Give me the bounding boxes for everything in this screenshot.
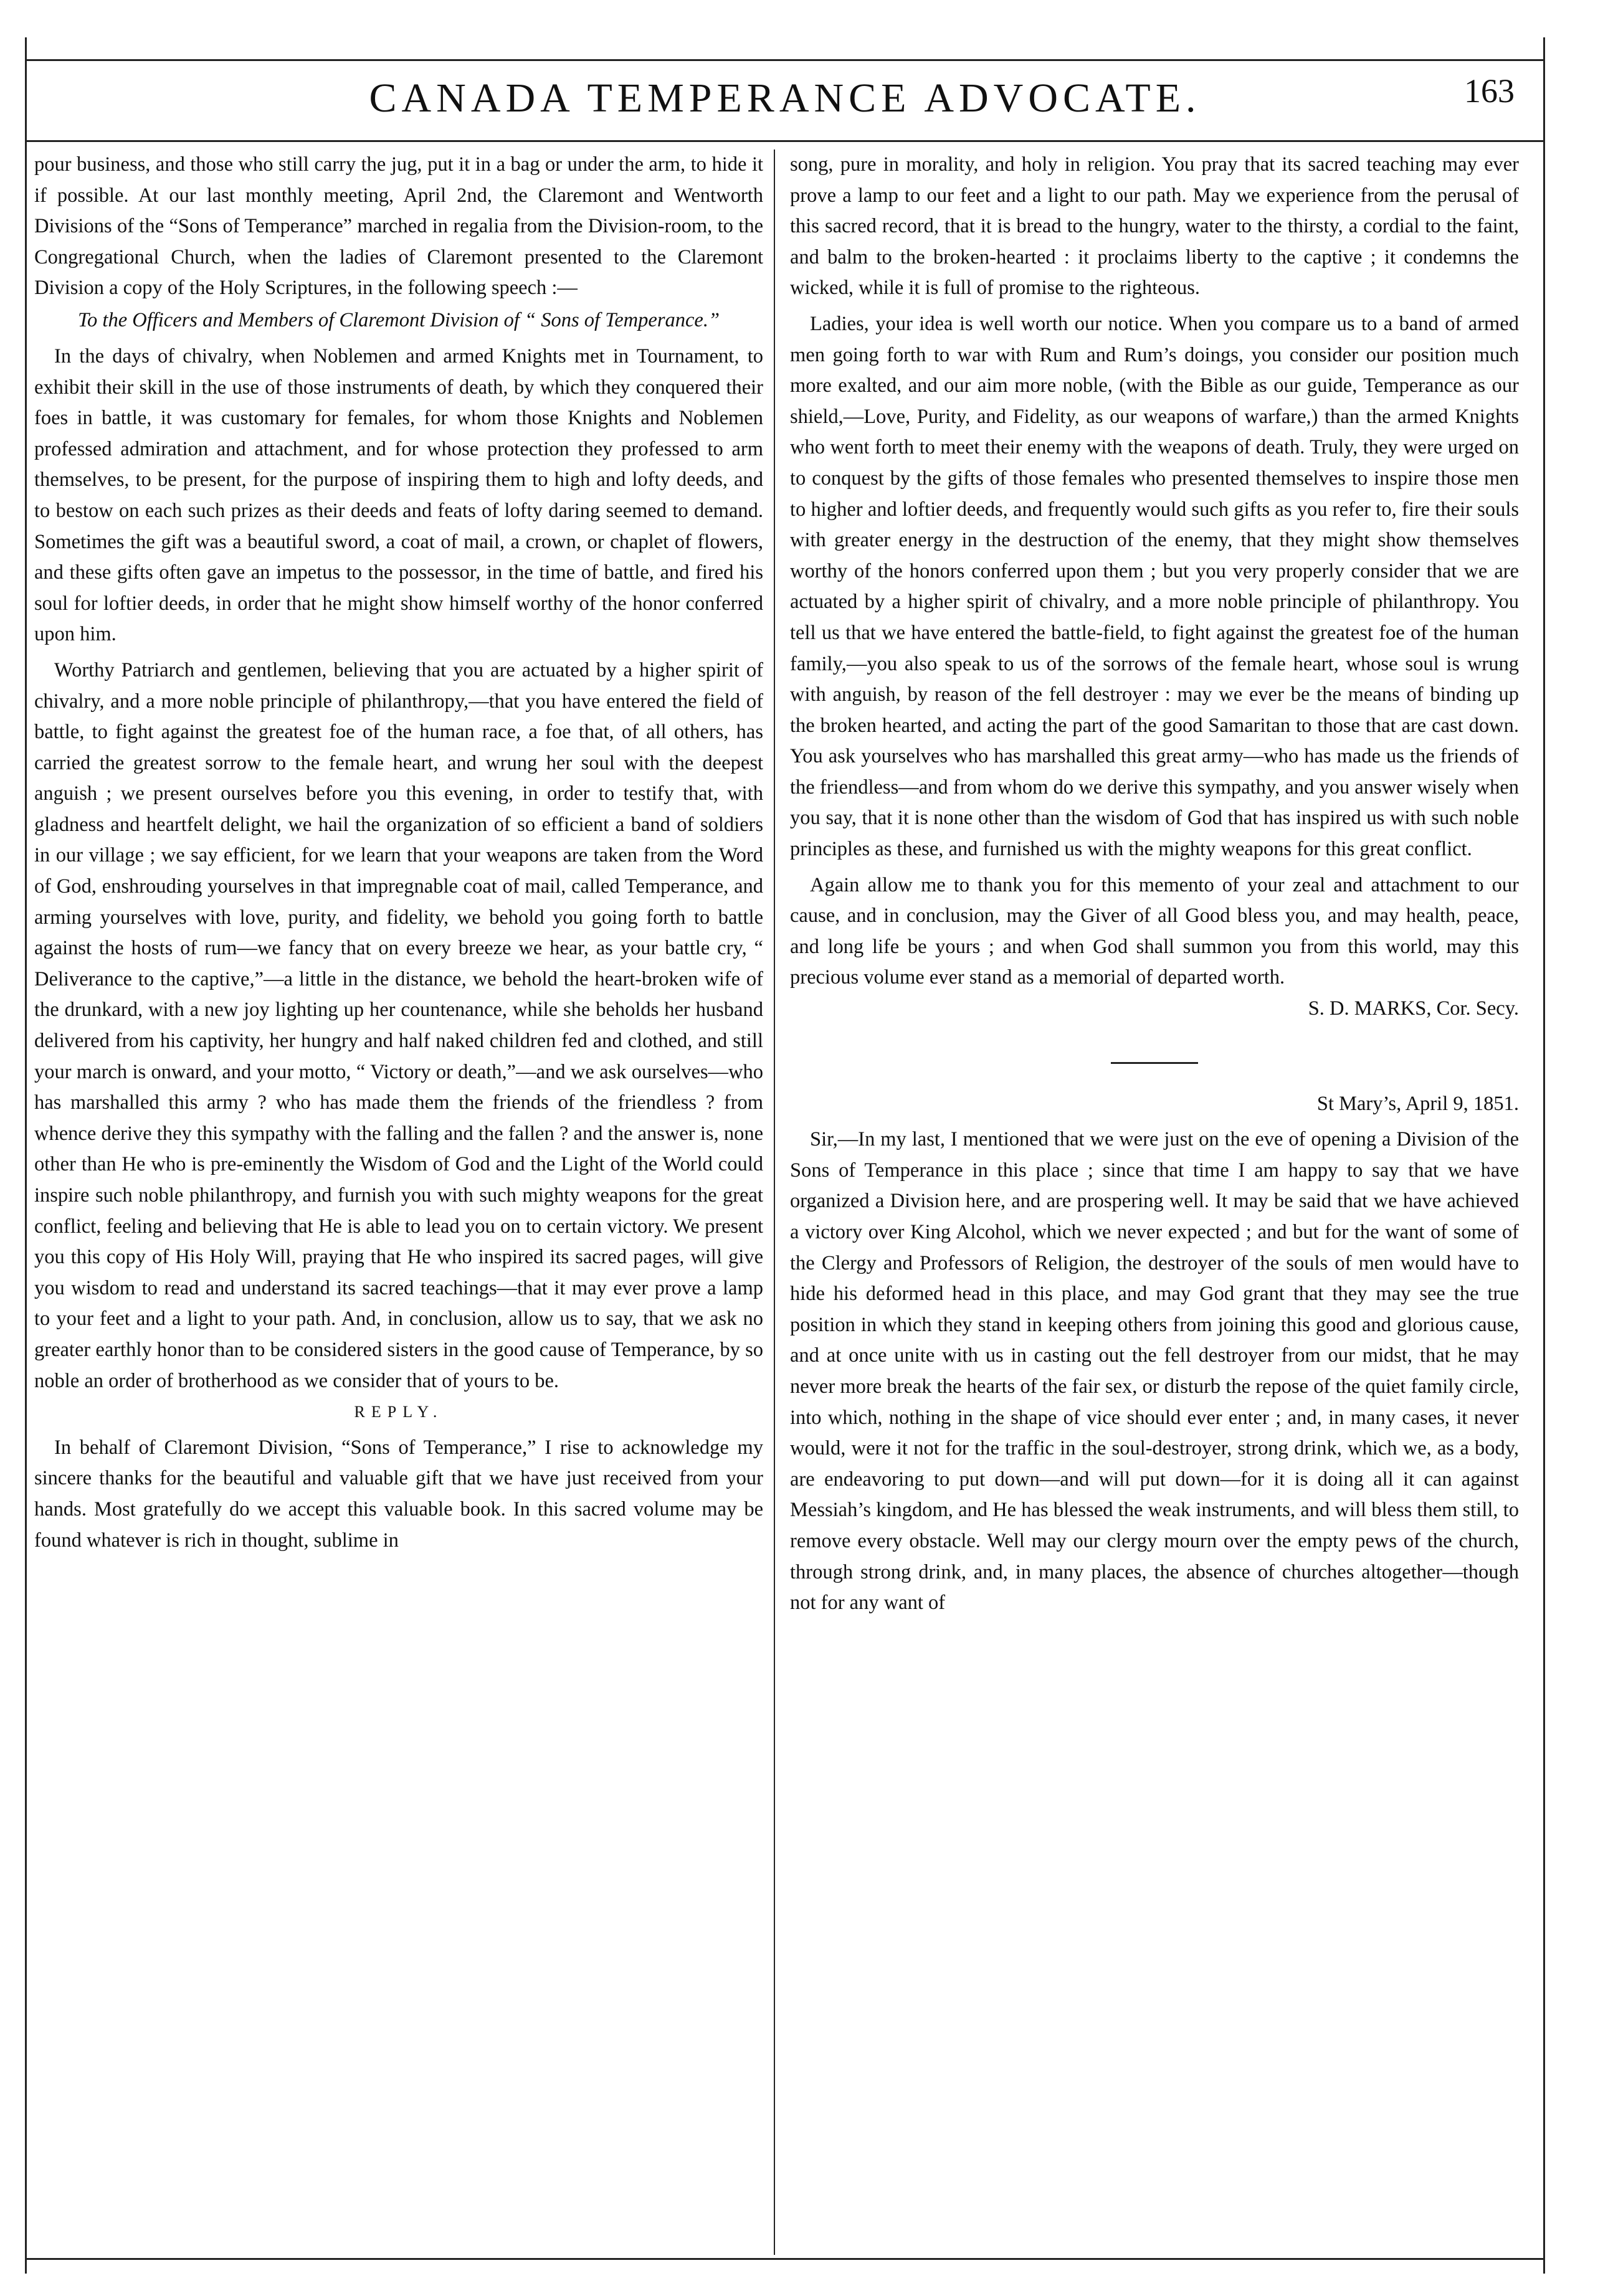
page-number: 163 xyxy=(1464,72,1515,110)
left-paragraph-4: In behalf of Claremont Division, “Sons of Temperance,” I rise to acknowledge my sincere thanks for the beautiful and valuable gift that we have just received from your hands. Most gratefully do we accept this valuable book. In this sacred volume may be found whatever is rich in thought, sublime in xyxy=(34,1436,763,1552)
left-column xyxy=(34,149,763,2249)
address-heading: To the Officers and Members of Claremont Division of “ Sons of Temperance.” xyxy=(77,308,720,331)
dateline: St Mary’s, April 9, 1851. xyxy=(1316,1092,1519,1115)
section-rule xyxy=(1111,1062,1198,1064)
right-paragraph-2: Ladies, your idea is well worth our notice. When you compare us to a band of armed men going forth to war with Rum and Rum’s doings, you consider our position much more exalted, and our aim more noble, (with the Bible as our guide, Temperance as our shield,—Love, Purity, and Fidelity, as our weapons of warfare,) than the armed Knights who went forth to meet their enemy with the weapons of death. Truly, they were urged on to conquest by the gifts of those females who presented themselves to inspire those men to higher and loftier deeds, and frequently would such gifts as you refer to, fire their souls with greater energy in the destruction of the enemy, that they might show themselves worthy of the honors conferred upon them ; but you very properly consider that we are actuated by a higher spirit of chivalry, and a more noble principle of philanthropy. You tell us that we have entered the battle-field, to fight against the greatest foe of the human family,—you also speak to us of the sorrows of the female heart, whose soul is wrung with anguish, by reason of the fell destroyer : may we ever be the means of binding up the broken hearted, and acting the part of the good Samaritan to those that are cast down. You ask yourselves who has marshalled this great army—who has made us the friends of the friendless—and from whom do we derive this sympathy, and you answer wisely when you say, that it is none other than the wisdom of God that has inspired us with such noble principles as these, and furnished us with the mighty weapons for this great conflict. xyxy=(790,312,1519,861)
header-rule xyxy=(25,140,1545,142)
reply-label: REPLY. xyxy=(354,1403,444,1421)
top-rule xyxy=(25,59,1545,61)
left-paragraph-3: Worthy Patriarch and gentlemen, believing that you are actuated by a higher spirit of chivalry, and a more noble principle of philanthropy,—that you have entered the field of battle, to fight against the greatest foe of the human race, a foe that, of all others, has carried the greatest sorrow to the female heart, and wrung her soul with the deepest anguish ; we present ourselves before you this evening, in order to testify that, with gladness and heartfelt delight, we hail the organization of so efficient a band of soldiers in our village ; we say efficient, for we learn that your weapons are taken from the Word of God, enshrouding yourselves in that impregnable coat of mail, called Temperance, and arming yourselves with love, purity, and fidelity, we behold you going forth to battle against the hosts of rum—we fancy that on every breeze we hear, as your battle cry, “ Deliverance to the captive,”—a little in the distance, we behold the heart-broken wife of the drunkard, with a new joy lighting up her countenance, while she beholds her husband delivered from his captivity, her hungry and half naked children fed and clothed, and still your march is onward, and your motto, “ Victory or death,”—and we ask ourselves—who has marshalled this army ? who has made them the friends of the friendless ? from whence derive they this sympathy with the falling and the fallen ? and the answer is, none other than He who is pre-eminently the Wisdom of God and the Light of the World could inspire such noble philanthropy, and furnish you with such mighty weapons for the great conflict, feeling and believing that He is able to lead you on to certain victory. We present you this copy of His Holy Will, praying that He who inspired its sacred pages, will give you wisdom to read and understand its sacred teachings—that it may ever prove a lamp to your feet and a light to your path. And, in conclusion, allow us to say, that we ask no greater earthly honor than to be considered sisters in the good cause of Temperance, by so noble an order of brotherhood as we consider that of yours to be. xyxy=(34,658,763,1392)
signature: S. D. MARKS, Cor. Secy. xyxy=(1308,997,1519,1020)
left-paragraph-1: pour business, and those who still carry the jug, put it in a bag or under the arm, to hide it if possible. At our last monthly meeting, April 2nd, the Claremont and Wentworth Divisions of the “Sons of Temperance” marched in regalia from the Division-room, to the Congregational Church, when the ladies of Claremont presented to the Claremont Division a copy of the Holy Scriptures, in the following speech :— xyxy=(34,153,763,300)
right-paragraph-3: Again allow me to thank you for this memento of your zeal and attachment to our cause, and in conclusion, may the Giver of all Good bless you, and may health, peace, and long life be yours ; and when God shall summon you from this world, may this precious volume ever stand as a memorial of departed worth. xyxy=(790,873,1519,989)
right-paragraph-4: Sir,—In my last, I mentioned that we were just on the eve of opening a Division of the Sons of Temperance in this place ; since that time I am happy to say that we have organized a Division here, and are prospering well. It may be said that we have achieved a victory over King Alcohol, which we never expected ; and but for the want of some of the Clergy and Professors of Religion, the destroyer of the souls of men would have to hide his deformed head in this place, and may God grant that they may see the true position in which they stand in keeping others from joining this good and glorious cause, and at once unite with us in casting out the fell destroyer from our midst, that he may never more break the hearts of the fair sex, or disturb the repose of the quiet family circle, into which, nothing in the shape of vice should ever enter ; and, in many cases, it never would, were it not for the traffic in the soul-destroyer, strong drink, which we, as a body, are endeavoring to put down—and will put down—for it is doing all it can against Messiah’s kingdom, and He has blessed the weak instruments, and will bless them still, to remove every obstacle. Well may our clergy mourn over the empty pews of the church, through strong drink, and, in many places, the absence of churches altogether—though not for any want of xyxy=(790,1128,1519,1615)
column-divider xyxy=(774,149,775,2255)
bottom-rule xyxy=(25,2258,1545,2260)
right-column xyxy=(790,149,1519,2249)
right-paragraph-1: song, pure in morality, and holy in religion. You pray that its sacred teaching may ever prove a lamp to our feet and a light to our path. May we experience from the perusal of this sacred record, that it is bread to the hungry, water to the thirsty, a cordial to the faint, and balm to the broken-hearted : it proclaims liberty to the captive ; it condemns the wicked, while it is full of promise to the righteous. xyxy=(790,153,1519,300)
left-paragraph-2: In the days of chivalry, when Noblemen and armed Knights met in Tournament, to exhibit their skill in the use of those instruments of death, by which they conquered their foes in battle, it was customary for females, for whom those Knights and Noblemen professed admiration and attachment, and for whose protection they professed to arm themselves, to be present, for the purpose of inspiring them to high and lofty deeds, and to bestow on each such prizes as their deeds and feats of lofty daring seemed to demand. Sometimes the gift was a beautiful sword, a coat of mail, a crown, or chaplet of flowers, and these gifts often gave an impetus to the possessor, in the time of battle, and fired his soul for loftier deeds, in order that he might show himself worthy of the honor conferred upon him. xyxy=(34,344,763,646)
masthead-title: CANADA TEMPERANCE ADVOCATE. xyxy=(369,75,1201,121)
